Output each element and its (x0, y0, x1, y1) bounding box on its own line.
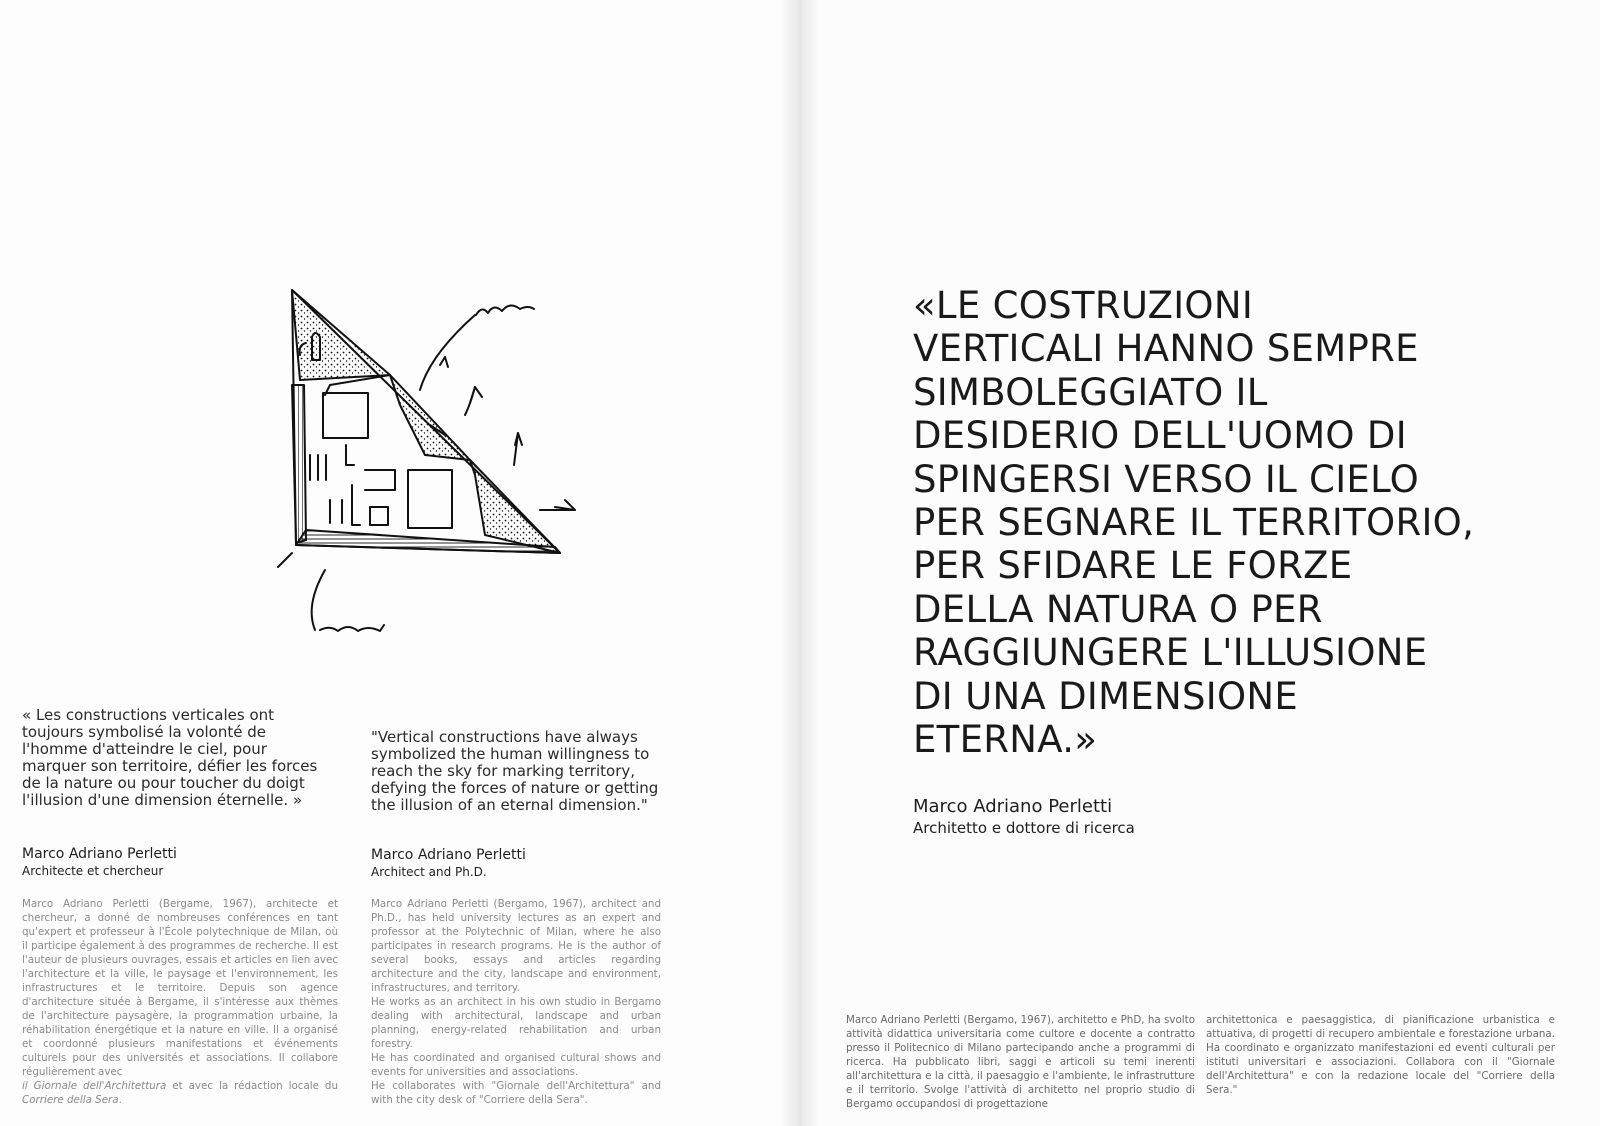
quote-line: DELLA NATURA O PER (913, 587, 1323, 631)
quote-italian (913, 284, 1573, 761)
quote-line: VERTICALI HANNO SEMPRE (913, 327, 1419, 371)
quote-line: SIMBOLEGGIATO IL (913, 370, 1268, 414)
bio-french-italic: il Giornale dell'Architettura (22, 1080, 167, 1092)
bio-english-paragraph: He works as an architect in his own studio in Bergamo dealing with architectural, landscape and urban planning, energy-related rehabilitation and urban forestry. (371, 996, 661, 1050)
author-name: Marco Adriano Perletti (913, 796, 1113, 817)
bio-french-text: Marco Adriano Perletti (Bergame, 1967), architecte et chercheur, a donné de nombreuses conférences en tant qu'expert et professeur à l'École polytechnique de Milan, où il participe également à des programmes de recherche. Il est l'auteur de plusieurs ouvrages, essais et articles en lien avec l'architecture et la ville, le paysage et l'environnement, les infrastructures et le territoire. Depuis son agence d'architecture située à Bergame, il s'intéresse aux thèmes de l'architecture paysagère, la programmation urbaine, la réhabilitation énergétique et la nature en ville. Il a organisé et coordonné plusieurs manifestations et événements culturels pour des universités et associations. Il collabore régulièrement avec (22, 898, 338, 1078)
author-name: Marco Adriano Perletti (371, 847, 526, 863)
bio-french-italic: Corriere della Sera (22, 1094, 119, 1106)
author-role: Architecte et chercheur (22, 864, 164, 878)
bio-english-paragraph: He collaborates with "Giornale dell'Architettura" and with the city desk of "Corriere della Sera". (371, 1080, 661, 1106)
quote-line: DESIDERIO DELL'UOMO DI (913, 414, 1407, 458)
bio-english-paragraph: Marco Adriano Perletti (Bergamo, 1967), architect and Ph.D., has held university lectures as an expert and professor at the Polytechnic of Milan, where he also participates in research programs. He is the author of several books, essays and articles regarding architecture and the city, landscape and environment, infrastructures, and territory. (371, 898, 661, 994)
quote-line: ETERNA.» (913, 718, 1098, 762)
quote-line: PER SEGNARE IL TERRITORIO, (913, 501, 1475, 545)
bio-french (22, 897, 338, 1107)
bio-italian-column-2: architettonica e paesaggistica, di pianificazione urbanistica e attuativa, di progetti di recupero ambientale e forestazione urbana. Ha coordinato e organizzato manifestazioni ed eventi culturali per istituti universitari e associazioni. Collabora con il "Giornale dell'Architettura" e con la redazione locale del "Corriere della Sera." (1206, 1014, 1555, 1096)
quote-line: RAGGIUNGERE L'ILLUSIONE (913, 631, 1428, 675)
quote-line: «LE COSTRUZIONI (913, 284, 1254, 327)
bio-italian-column-1: Marco Adriano Perletti (Bergamo, 1967), architetto e PhD, ha svolto attività didattica universitaria come cultore e docente a contratto presso il Politecnico di Milano partecipando anche a programmi di ricerca. Ha pubblicato libri, saggi e articoli su temi inerenti all'architettura e la città, il paesaggio e l'ambiente, le infrastrutture e il territorio. Svolge l'attività di architetto nel proprio studio di Bergamo occupandosi di progettazione (846, 1014, 1195, 1110)
author-role: Architetto e dottore di ricerca (913, 819, 1135, 837)
book-gutter (780, 0, 820, 1126)
quote-english: "Vertical constructions have always symbolized the human willingness to reach the sky for marking territory, defying the forces of nature or getting the illusion of an eternal dimension." (371, 728, 659, 814)
bio-english-paragraph: He has coordinated and organised cultural shows and events for universities and associations. (371, 1052, 661, 1078)
author-block-italian (913, 796, 1135, 838)
quote-line: DI UNA DIMENSIONE (913, 674, 1299, 718)
quote-line: PER SFIDARE LE FORZE (913, 544, 1353, 588)
quote-line: SPINGERSI VERSO IL CIELO (913, 457, 1420, 501)
author-role: Architect and Ph.D. (371, 865, 487, 879)
architectural-sketch (270, 285, 580, 655)
quote-french: « Les constructions verticales ont toujours symbolisé la volonté de l'homme d'atteindre le ciel, pour marquer son territoire, défier les forces de la nature ou pour toucher du doigt l'illusion d'une dimension éternelle. » (22, 706, 318, 809)
bio-english (371, 897, 661, 1107)
author-block-french (22, 846, 177, 879)
bio-french-text: . (118, 1094, 122, 1106)
author-block-english (371, 847, 526, 880)
author-name: Marco Adriano Perletti (22, 846, 177, 862)
bio-french-text: et avec la rédaction locale du (166, 1080, 338, 1092)
